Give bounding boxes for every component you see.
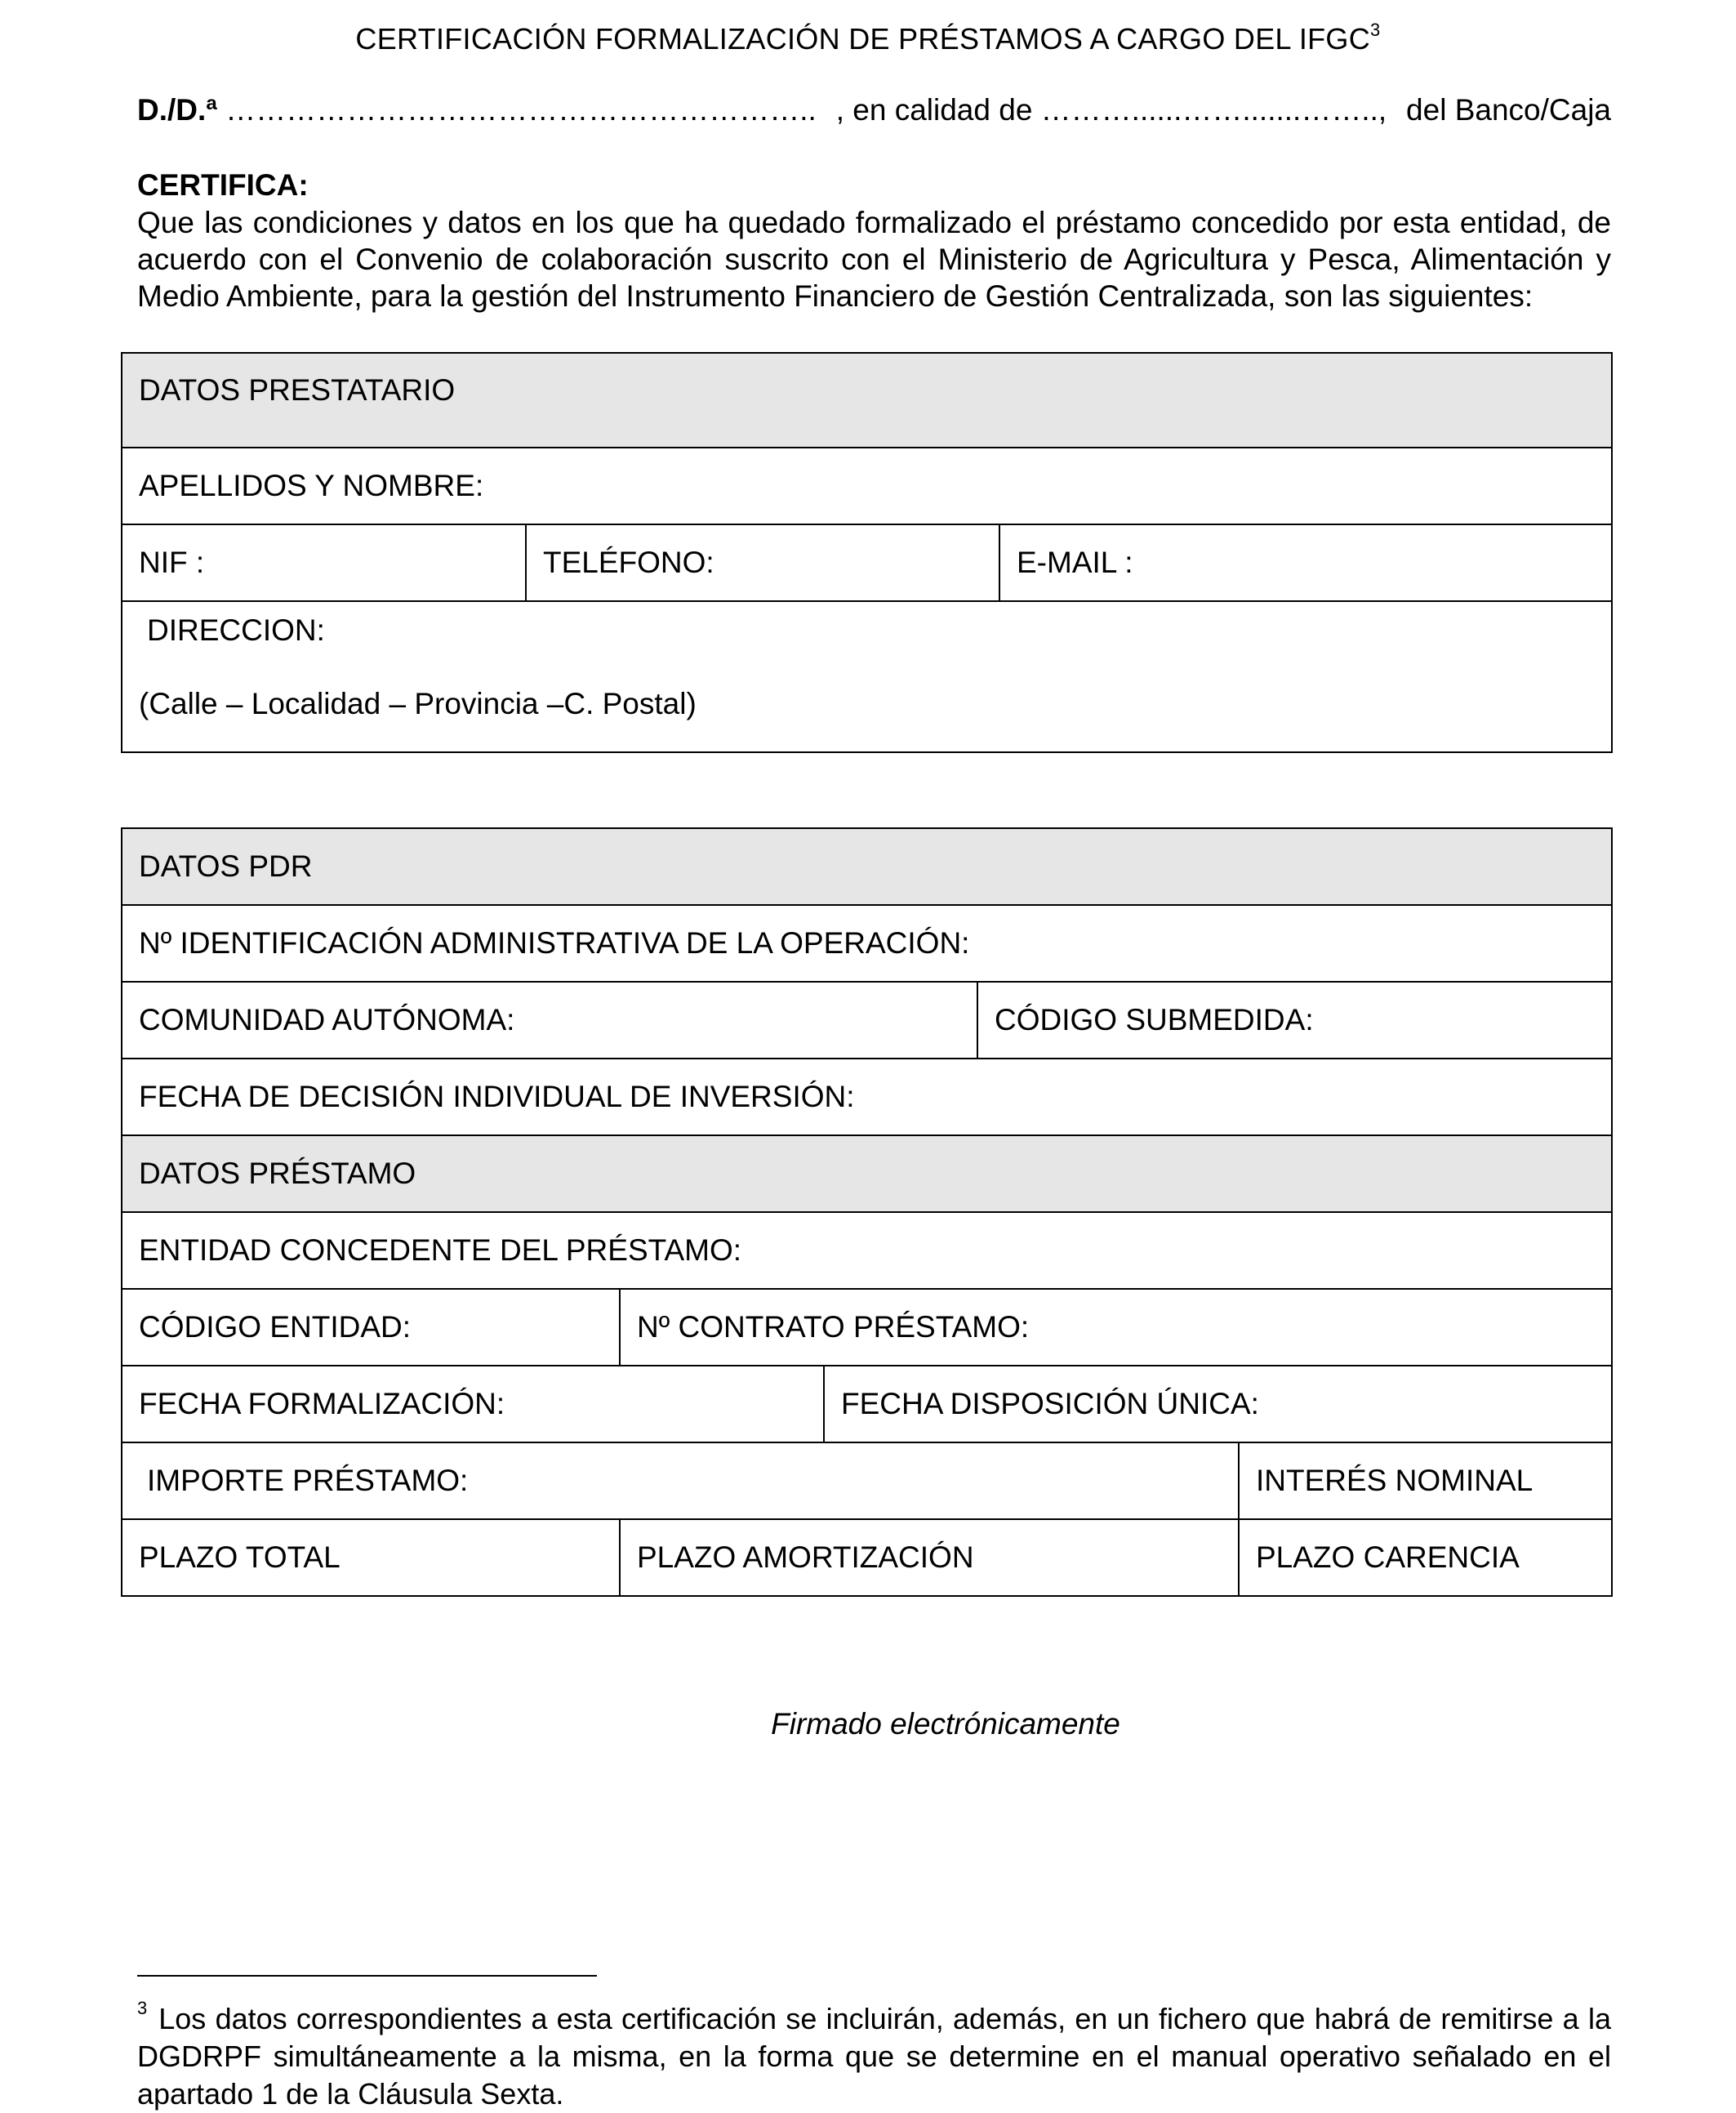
lender-field[interactable]: ENTIDAD CONCEDENTE DEL PRÉSTAMO:: [122, 1212, 1612, 1289]
terms-row: [122, 1519, 1612, 1596]
address-label: DIRECCION:: [147, 613, 325, 647]
pdr-header-row: [122, 828, 1612, 905]
certifica-heading: CERTIFICA:: [137, 168, 309, 202]
footnote-text: Los datos correspondientes a esta certificación se incluirán, además, en un fichero que habrá de remitirse a la DGDRPF simultáneamente a la misma, en la forma que se determine en el manual operativo señalado en el apartado 1 de la Cláusula Sexta.: [137, 2002, 1611, 2111]
borrower-header: DATOS PRESTATARIO: [122, 353, 1612, 448]
amortization-term-field[interactable]: PLAZO AMORTIZACIÓN: [620, 1519, 1239, 1596]
borrower-name-field[interactable]: APELLIDOS Y NOMBRE:: [122, 448, 1612, 524]
footnote: [137, 1990, 1611, 2113]
disposal-date-field[interactable]: FECHA DISPOSICIÓN ÚNICA:: [824, 1366, 1612, 1442]
loan-header: DATOS PRÉSTAMO: [122, 1135, 1612, 1212]
declarant-name-field[interactable]: [137, 93, 817, 127]
borrower-email-field[interactable]: E-MAIL :: [999, 524, 1612, 601]
electronic-signature-note: Firmado electrónicamente: [771, 1707, 1120, 1741]
title-footnote-mark: 3: [1370, 20, 1381, 40]
borrower-address-row: [122, 601, 1612, 752]
certification-paragraph: Que las condiciones y datos en los que ha quedado formalizado el préstamo concedido por esta entidad, de acuerdo con el Convenio de colaboración suscrito con el Ministerio de Agricultura y Pesca, Alimentación y Medio Ambiente, para la gestión del Instrumento Financiero de Gestión Centralizada, son las siguientes:: [137, 206, 1611, 313]
borrower-table: [121, 352, 1613, 753]
footnote-separator: [137, 1975, 597, 1977]
dates-row: [122, 1366, 1612, 1442]
entity-code-field[interactable]: [122, 1289, 620, 1366]
submeasure-field[interactable]: CÓDIGO SUBMEDIDA:: [977, 982, 1612, 1059]
decision-date-row: [122, 1059, 1612, 1135]
borrower-name-row: [122, 448, 1612, 524]
declarant-line: [137, 93, 1611, 127]
amount-field[interactable]: IMPORTE PRÉSTAMO:: [122, 1442, 1239, 1519]
amount-row: [122, 1442, 1612, 1519]
title-text: CERTIFICACIÓN FORMALIZACIÓN DE PRÉSTAMOS A CARGO DEL IFGC: [355, 22, 1371, 56]
borrower-address-field[interactable]: [122, 601, 1612, 752]
interest-field[interactable]: INTERÉS NOMINAL: [1239, 1442, 1612, 1519]
community-row: [122, 982, 1612, 1059]
borrower-phone-field[interactable]: TELÉFONO:: [526, 524, 999, 601]
operation-id-row: [122, 905, 1612, 982]
declarant-bank: del Banco/Caja: [1406, 93, 1611, 127]
entity-code-label: CÓDIGO ENTIDAD:: [139, 1310, 412, 1344]
declarant-dots: …………………………………………………..: [225, 93, 817, 127]
operation-id-field[interactable]: Nº IDENTIFICACIÓN ADMINISTRATIVA DE LA OPERACIÓN:: [122, 905, 1612, 982]
declarant-role-field[interactable]: , en calidad de ………......…….......……..,: [835, 93, 1387, 127]
entity-code-row: [122, 1289, 1612, 1366]
loan-header-row: [122, 1135, 1612, 1212]
address-hint: (Calle – Localidad – Provincia –C. Postal): [139, 687, 697, 720]
borrower-contact-row: [122, 524, 1612, 601]
formalization-date-field[interactable]: FECHA FORMALIZACIÓN:: [122, 1366, 824, 1442]
grace-term-field[interactable]: PLAZO CARENCIA: [1239, 1519, 1612, 1596]
declarant-label: D./D.ª: [137, 93, 217, 127]
document-title: [0, 20, 1736, 56]
borrower-nif-field[interactable]: NIF :: [122, 524, 526, 601]
pdr-loan-table: [121, 827, 1613, 1597]
contract-field[interactable]: Nº CONTRATO PRÉSTAMO:: [620, 1289, 1612, 1366]
pdr-header: DATOS PDR: [122, 828, 1612, 905]
borrower-header-row: [122, 353, 1612, 448]
community-field[interactable]: COMUNIDAD AUTÓNOMA:: [122, 982, 977, 1059]
decision-date-field[interactable]: FECHA DE DECISIÓN INDIVIDUAL DE INVERSIÓN:: [122, 1059, 1612, 1135]
lender-row: [122, 1212, 1612, 1289]
footnote-mark: 3: [137, 1998, 148, 2018]
total-term-field[interactable]: PLAZO TOTAL: [122, 1519, 620, 1596]
